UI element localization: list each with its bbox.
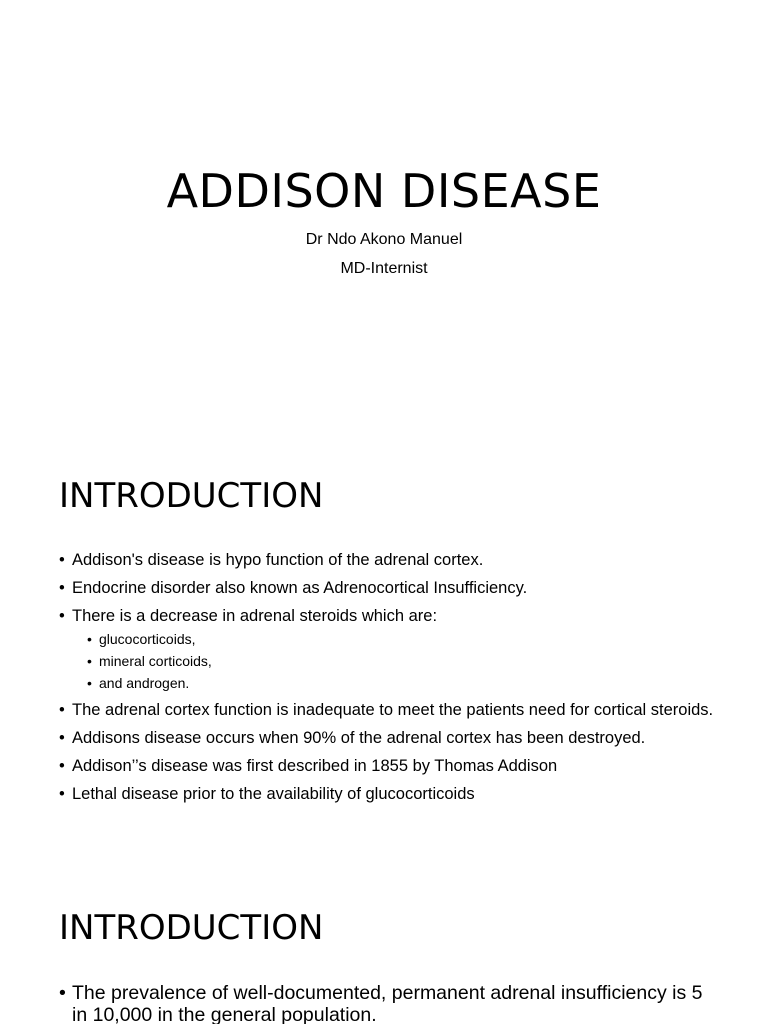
bullet-icon: • bbox=[59, 579, 65, 597]
bullet-icon: • bbox=[59, 982, 66, 1004]
list-item bbox=[59, 700, 719, 720]
title-slide bbox=[0, 0, 768, 432]
bullet-text: Lethal disease prior to the availability of glucocorticoids bbox=[72, 785, 475, 803]
author-credential: MD-Internist bbox=[340, 260, 428, 277]
bullet-list bbox=[59, 550, 719, 812]
bullet-list bbox=[59, 982, 719, 1024]
sub-list-item bbox=[72, 630, 719, 648]
bullet-icon: • bbox=[59, 607, 65, 625]
bullet-icon: • bbox=[87, 631, 92, 647]
bullet-icon: • bbox=[59, 729, 65, 747]
bullet-text: Addisons disease occurs when 90% of the adrenal cortex has been destroyed. bbox=[72, 729, 646, 747]
list-item bbox=[59, 606, 719, 692]
bullet-icon: • bbox=[59, 757, 65, 775]
sub-bullet-list bbox=[72, 630, 719, 692]
bullet-text: Endocrine disorder also known as Adrenocortical Insufficiency. bbox=[72, 579, 528, 597]
bullet-icon: • bbox=[87, 653, 92, 669]
list-item bbox=[59, 784, 719, 804]
list-item bbox=[59, 728, 719, 748]
slide-heading: INTRODUCTION bbox=[59, 476, 324, 516]
sub-list-item bbox=[72, 674, 719, 692]
list-item bbox=[59, 578, 719, 598]
bullet-text: Addison’’s disease was first described in 1855 by Thomas Addison bbox=[72, 757, 558, 775]
list-item bbox=[59, 550, 719, 570]
sub-list-item bbox=[72, 652, 719, 670]
author-name: Dr Ndo Akono Manuel bbox=[305, 231, 463, 248]
sub-bullet-text: and androgen. bbox=[99, 675, 190, 691]
sub-bullet-text: glucocorticoids, bbox=[99, 631, 196, 647]
list-item bbox=[59, 756, 719, 776]
sub-bullet-text: mineral corticoids, bbox=[99, 653, 212, 669]
introduction-slide-2 bbox=[0, 864, 768, 1024]
bullet-text: The prevalence of well-documented, permanent adrenal insufficiency is 5 in 10,000 in the general population. bbox=[72, 982, 703, 1024]
bullet-text: Addison's disease is hypo function of the adrenal cortex. bbox=[72, 551, 484, 569]
bullet-text: There is a decrease in adrenal steroids which are: bbox=[72, 607, 438, 625]
bullet-icon: • bbox=[59, 551, 65, 569]
slide-heading: INTRODUCTION bbox=[59, 908, 324, 948]
list-item bbox=[59, 982, 719, 1024]
presentation-title: ADDISON DISEASE bbox=[166, 164, 602, 218]
bullet-icon: • bbox=[59, 785, 65, 803]
bullet-icon: • bbox=[59, 701, 65, 719]
introduction-slide bbox=[0, 432, 768, 864]
bullet-icon: • bbox=[87, 675, 92, 691]
bullet-text: The adrenal cortex function is inadequate to meet the patients need for cortical steroids. bbox=[72, 701, 714, 719]
